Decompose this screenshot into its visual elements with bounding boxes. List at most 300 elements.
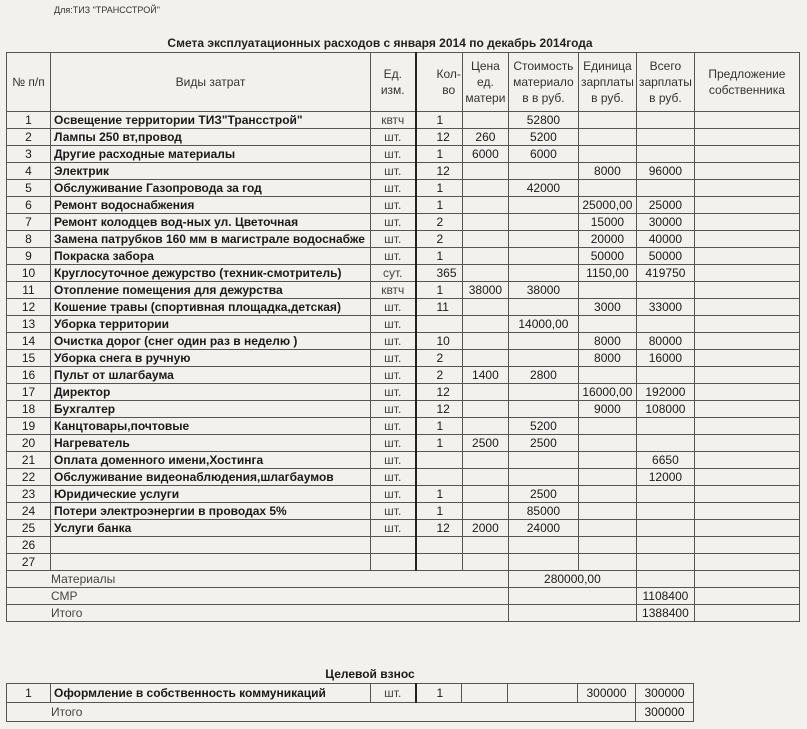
- table-cell: [578, 537, 636, 554]
- table-cell: 10: [7, 265, 51, 282]
- table-cell: 13: [7, 316, 51, 333]
- table-cell: шт.: [371, 503, 416, 520]
- table-cell: шт.: [371, 350, 416, 367]
- table-row: [7, 350, 800, 367]
- table-cell: 1150,00: [578, 265, 636, 282]
- table-cell: [694, 282, 799, 299]
- column-header: Кол-во: [416, 53, 463, 112]
- table-cell: 6650: [636, 452, 694, 469]
- table-cell: 22: [7, 469, 51, 486]
- table-cell: 1: [416, 197, 463, 214]
- table-cell: шт.: [371, 333, 416, 350]
- table-cell: [694, 537, 799, 554]
- table-cell: 38000: [508, 282, 578, 299]
- table-cell: 17: [7, 384, 51, 401]
- column-header: Цена ед. матери: [462, 53, 508, 112]
- table-cell: [51, 554, 371, 571]
- table-cell: [578, 146, 636, 163]
- table-cell: Электрик: [51, 163, 371, 180]
- table-cell: 42000: [508, 180, 578, 197]
- table-cell: 1: [416, 486, 463, 503]
- table-cell: 19: [7, 418, 51, 435]
- table-cell: 11: [416, 299, 463, 316]
- table-cell: [578, 452, 636, 469]
- table-cell: [694, 214, 799, 231]
- table-cell: шт.: [371, 367, 416, 384]
- table-cell: 11: [7, 282, 51, 299]
- table-cell: [462, 163, 508, 180]
- table-cell: [508, 684, 578, 703]
- table-cell: Кошение травы (спортивная площадка,детская): [51, 299, 371, 316]
- table-cell: Оплата доменного имени,Хостинга: [51, 452, 371, 469]
- table-cell: сут.: [371, 265, 416, 282]
- table-cell: 24: [7, 503, 51, 520]
- table-cell: 12: [7, 299, 51, 316]
- table-row: [7, 469, 800, 486]
- table-cell: 4: [7, 163, 51, 180]
- table-cell: шт.: [371, 418, 416, 435]
- table-cell: [508, 265, 578, 282]
- table-cell: шт.: [371, 163, 416, 180]
- column-header: № п/п: [7, 53, 51, 112]
- table-cell: 419750: [636, 265, 694, 282]
- table-cell: [462, 333, 508, 350]
- table-row: [7, 248, 800, 265]
- table-cell: 3: [7, 146, 51, 163]
- summary-empty: [694, 571, 799, 588]
- table-cell: [694, 333, 799, 350]
- table-cell: 1: [7, 112, 51, 129]
- table-cell: [371, 554, 416, 571]
- table-cell: 300000: [636, 684, 694, 703]
- table-cell: Обслуживание видеонаблюдения,шлагбаумов: [51, 469, 371, 486]
- column-header: Предложение собственника: [694, 53, 799, 112]
- table-header-row: [7, 53, 800, 112]
- table-row: [7, 316, 800, 333]
- table-cell: [694, 197, 799, 214]
- table-cell: [636, 435, 694, 452]
- table-row: [7, 214, 800, 231]
- table-cell: [508, 214, 578, 231]
- table-cell: [578, 316, 636, 333]
- table-cell: 26: [7, 537, 51, 554]
- table-cell: [694, 265, 799, 282]
- table-cell: [636, 537, 694, 554]
- table-row: [7, 401, 800, 418]
- table-cell: 12: [416, 129, 463, 146]
- table-cell: [694, 401, 799, 418]
- table-cell: шт.: [371, 180, 416, 197]
- table-cell: 20000: [578, 231, 636, 248]
- table-cell: [416, 469, 463, 486]
- summary-row: [7, 571, 800, 588]
- table-cell: 1: [7, 684, 51, 703]
- table-cell: Бухгалтер: [51, 401, 371, 418]
- table-cell: 260: [462, 129, 508, 146]
- table-cell: [462, 452, 508, 469]
- table-cell: Потери электроэнергии в проводах 5%: [51, 503, 371, 520]
- table-cell: Оформление в собственность коммуникаций: [51, 684, 371, 703]
- table-cell: Лампы 250 вт,провод: [51, 129, 371, 146]
- table-cell: 16000: [636, 350, 694, 367]
- table-cell: 5200: [508, 418, 578, 435]
- table-cell: 108000: [636, 401, 694, 418]
- table-cell: [508, 401, 578, 418]
- table-cell: [694, 316, 799, 333]
- table-cell: [371, 537, 416, 554]
- table-cell: [694, 112, 799, 129]
- summary-materials: [508, 588, 636, 605]
- summary-empty: [694, 588, 799, 605]
- target-contribution-table: [6, 683, 694, 722]
- table-cell: [508, 537, 578, 554]
- table-cell: шт.: [371, 486, 416, 503]
- table-cell: [636, 146, 694, 163]
- table-cell: 12: [416, 520, 463, 537]
- table-cell: 30000: [636, 214, 694, 231]
- table-cell: 7: [7, 214, 51, 231]
- table-cell: шт.: [371, 299, 416, 316]
- table-cell: [462, 684, 508, 703]
- summary-label: СМР: [7, 588, 509, 605]
- table-cell: [694, 350, 799, 367]
- table-cell: Ремонт колодцев вод-ных ул. Цветочная: [51, 214, 371, 231]
- table-cell: шт.: [371, 214, 416, 231]
- table-cell: 2: [416, 214, 463, 231]
- table-row: [7, 333, 800, 350]
- table-cell: 1: [416, 180, 463, 197]
- table-row: [7, 435, 800, 452]
- table-cell: 52800: [508, 112, 578, 129]
- table-cell: [694, 180, 799, 197]
- table-cell: 20: [7, 435, 51, 452]
- table-cell: 14000,00: [508, 316, 578, 333]
- table-cell: 2: [7, 129, 51, 146]
- table-cell: шт.: [371, 231, 416, 248]
- summary-row: [7, 605, 800, 622]
- table-cell: [694, 146, 799, 163]
- table-cell: [694, 163, 799, 180]
- summary-row: [7, 588, 800, 605]
- table-cell: [508, 554, 578, 571]
- table-cell: 15000: [578, 214, 636, 231]
- table-cell: 8000: [578, 333, 636, 350]
- table-cell: шт.: [371, 684, 416, 703]
- table-cell: Директор: [51, 384, 371, 401]
- table-cell: 1: [416, 248, 463, 265]
- table-cell: шт.: [371, 197, 416, 214]
- table-row: [7, 146, 800, 163]
- table-row: [7, 197, 800, 214]
- table-cell: 12: [416, 384, 463, 401]
- table-row: [7, 282, 800, 299]
- table-row: [7, 503, 800, 520]
- table-row: [7, 537, 800, 554]
- table-cell: [416, 537, 463, 554]
- table-cell: Замена патрубков 160 мм в магистрале водоснабже: [51, 231, 371, 248]
- table-cell: [462, 214, 508, 231]
- table-cell: [416, 554, 463, 571]
- table-cell: 12: [416, 163, 463, 180]
- table-cell: 9: [7, 248, 51, 265]
- table-row: [7, 112, 800, 129]
- column-header: Стоимость материало в в руб.: [508, 53, 578, 112]
- table-cell: [578, 554, 636, 571]
- table-cell: 18: [7, 401, 51, 418]
- table-cell: [694, 503, 799, 520]
- target-total-row: [7, 703, 694, 722]
- table-cell: Другие расходные материалы: [51, 146, 371, 163]
- table-cell: 6000: [508, 146, 578, 163]
- table-cell: квтч: [371, 282, 416, 299]
- table-cell: [578, 129, 636, 146]
- column-header: Единица зарплаты в руб.: [578, 53, 636, 112]
- table-cell: [508, 299, 578, 316]
- table-row: [7, 299, 800, 316]
- table-cell: [462, 248, 508, 265]
- table-cell: [636, 418, 694, 435]
- table-cell: [51, 537, 371, 554]
- table-cell: [508, 163, 578, 180]
- table-cell: [636, 112, 694, 129]
- table-cell: [636, 180, 694, 197]
- table-row: [7, 486, 800, 503]
- summary-salary: [636, 571, 694, 588]
- table-cell: [508, 384, 578, 401]
- table-cell: 15: [7, 350, 51, 367]
- table-cell: [416, 316, 463, 333]
- table-cell: [578, 469, 636, 486]
- table-cell: 16000,00: [578, 384, 636, 401]
- table-cell: 2500: [508, 435, 578, 452]
- table-cell: 25: [7, 520, 51, 537]
- table-cell: 2500: [462, 435, 508, 452]
- table-cell: шт.: [371, 435, 416, 452]
- table-cell: 2800: [508, 367, 578, 384]
- table-cell: 2: [416, 231, 463, 248]
- table-row: [7, 418, 800, 435]
- table-row: [7, 265, 800, 282]
- table-cell: шт.: [371, 469, 416, 486]
- table-cell: [462, 350, 508, 367]
- target-row: [7, 684, 694, 703]
- table-cell: 21: [7, 452, 51, 469]
- table-cell: [694, 435, 799, 452]
- table-cell: 25000,00: [578, 197, 636, 214]
- table-cell: 1: [416, 503, 463, 520]
- table-cell: шт.: [371, 316, 416, 333]
- table-cell: 96000: [636, 163, 694, 180]
- table-row: [7, 384, 800, 401]
- column-header: Всего зарплаты в руб.: [636, 53, 694, 112]
- table-cell: [578, 435, 636, 452]
- table-cell: 24000: [508, 520, 578, 537]
- table-cell: 1: [416, 684, 462, 703]
- table-cell: Круглосуточное дежурство (техник-смотритель): [51, 265, 371, 282]
- table-cell: [462, 384, 508, 401]
- table-row: [7, 180, 800, 197]
- summary-label: Итого: [7, 605, 509, 622]
- table-cell: Уборка снега в ручную: [51, 350, 371, 367]
- table-cell: [578, 503, 636, 520]
- summary-materials: 280000,00: [508, 571, 636, 588]
- table-cell: 1: [416, 112, 463, 129]
- column-header: Ед. изм.: [371, 53, 416, 112]
- table-cell: Нагреватель: [51, 435, 371, 452]
- table-row: [7, 520, 800, 537]
- table-cell: 9000: [578, 401, 636, 418]
- table-cell: 40000: [636, 231, 694, 248]
- table-row: [7, 129, 800, 146]
- table-cell: Уборка территории: [51, 316, 371, 333]
- table-cell: Юридические услуги: [51, 486, 371, 503]
- table-cell: [462, 503, 508, 520]
- table-cell: Очистка дорог (снег один раз в неделю ): [51, 333, 371, 350]
- table-cell: [578, 418, 636, 435]
- table-cell: 6: [7, 197, 51, 214]
- table-cell: [508, 231, 578, 248]
- table-cell: 12000: [636, 469, 694, 486]
- table-cell: 8000: [578, 350, 636, 367]
- table-cell: 8000: [578, 163, 636, 180]
- table-cell: 38000: [462, 282, 508, 299]
- target-total-label: Итого: [7, 703, 636, 722]
- table-cell: 5: [7, 180, 51, 197]
- table-cell: 85000: [508, 503, 578, 520]
- table-cell: Услуги банка: [51, 520, 371, 537]
- table-cell: 2: [416, 367, 463, 384]
- table-cell: [508, 350, 578, 367]
- estimate-table: [6, 52, 800, 622]
- table-cell: Канцтовары,почтовые: [51, 418, 371, 435]
- table-cell: [508, 452, 578, 469]
- table-cell: [462, 299, 508, 316]
- table-cell: Обслуживание Газопровода за год: [51, 180, 371, 197]
- table-cell: [578, 180, 636, 197]
- table-cell: 25000: [636, 197, 694, 214]
- table-row: [7, 554, 800, 571]
- table-cell: [578, 112, 636, 129]
- table-cell: [636, 554, 694, 571]
- table-cell: 365: [416, 265, 463, 282]
- table-row: [7, 163, 800, 180]
- table-row: [7, 367, 800, 384]
- table-cell: [578, 520, 636, 537]
- table-cell: 50000: [578, 248, 636, 265]
- summary-empty: [694, 605, 799, 622]
- table-cell: 80000: [636, 333, 694, 350]
- table-cell: шт.: [371, 129, 416, 146]
- table-cell: шт.: [371, 384, 416, 401]
- table-cell: [694, 367, 799, 384]
- table-cell: Освещение территории ТИЗ"Трансстрой": [51, 112, 371, 129]
- table-cell: [462, 265, 508, 282]
- table-cell: шт.: [371, 452, 416, 469]
- table-cell: 10: [416, 333, 463, 350]
- page-title: Смета эксплуатационных расходов с января 2014 по декабрь 2014года: [167, 36, 593, 50]
- table-cell: [416, 452, 463, 469]
- table-cell: 3000: [578, 299, 636, 316]
- summary-materials: [508, 605, 636, 622]
- table-cell: [462, 486, 508, 503]
- table-cell: [694, 129, 799, 146]
- table-cell: шт.: [371, 401, 416, 418]
- summary-label: Материалы: [7, 571, 509, 588]
- table-cell: 27: [7, 554, 51, 571]
- table-cell: Пульт от шлагбаума: [51, 367, 371, 384]
- table-cell: 14: [7, 333, 51, 350]
- table-cell: [694, 469, 799, 486]
- table-cell: 1: [416, 418, 463, 435]
- table-cell: 16: [7, 367, 51, 384]
- table-cell: [578, 486, 636, 503]
- table-cell: [636, 367, 694, 384]
- table-cell: [694, 554, 799, 571]
- table-cell: [694, 486, 799, 503]
- table-cell: [694, 520, 799, 537]
- table-cell: 6000: [462, 146, 508, 163]
- table-cell: 300000: [578, 684, 636, 703]
- table-cell: [462, 316, 508, 333]
- table-cell: [462, 401, 508, 418]
- recipient-label: Для:ТИЗ "ТРАНССТРОЙ": [54, 5, 160, 15]
- table-cell: 2500: [508, 486, 578, 503]
- table-cell: 33000: [636, 299, 694, 316]
- table-cell: [636, 520, 694, 537]
- table-cell: шт.: [371, 146, 416, 163]
- table-cell: [462, 180, 508, 197]
- table-cell: [462, 554, 508, 571]
- table-cell: [578, 367, 636, 384]
- table-cell: [462, 231, 508, 248]
- table-cell: 1: [416, 282, 463, 299]
- table-cell: [636, 486, 694, 503]
- table-cell: 8: [7, 231, 51, 248]
- table-row: [7, 231, 800, 248]
- table-cell: [694, 231, 799, 248]
- table-cell: Ремонт водоснабжения: [51, 197, 371, 214]
- table-cell: [694, 299, 799, 316]
- table-cell: [508, 333, 578, 350]
- column-header: Виды затрат: [51, 53, 371, 112]
- table-cell: 1400: [462, 367, 508, 384]
- table-cell: шт.: [371, 520, 416, 537]
- table-cell: Отопление помещения для дежурства: [51, 282, 371, 299]
- table-cell: 50000: [636, 248, 694, 265]
- table-cell: Покраска забора: [51, 248, 371, 265]
- table-cell: [694, 248, 799, 265]
- table-cell: 5200: [508, 129, 578, 146]
- table-cell: 192000: [636, 384, 694, 401]
- target-contribution-title: Целевой взнос: [325, 667, 415, 681]
- table-cell: [462, 197, 508, 214]
- target-total-value: 300000: [636, 703, 694, 722]
- table-cell: 2: [416, 350, 463, 367]
- table-cell: [578, 282, 636, 299]
- table-cell: [462, 537, 508, 554]
- table-cell: [508, 469, 578, 486]
- table-cell: квтч: [371, 112, 416, 129]
- summary-salary: 1108400: [636, 588, 694, 605]
- summary-salary: 1388400: [636, 605, 694, 622]
- table-cell: [508, 197, 578, 214]
- table-cell: [636, 503, 694, 520]
- table-cell: [636, 282, 694, 299]
- table-cell: [694, 452, 799, 469]
- table-cell: [462, 418, 508, 435]
- table-cell: [462, 469, 508, 486]
- table-cell: 1: [416, 146, 463, 163]
